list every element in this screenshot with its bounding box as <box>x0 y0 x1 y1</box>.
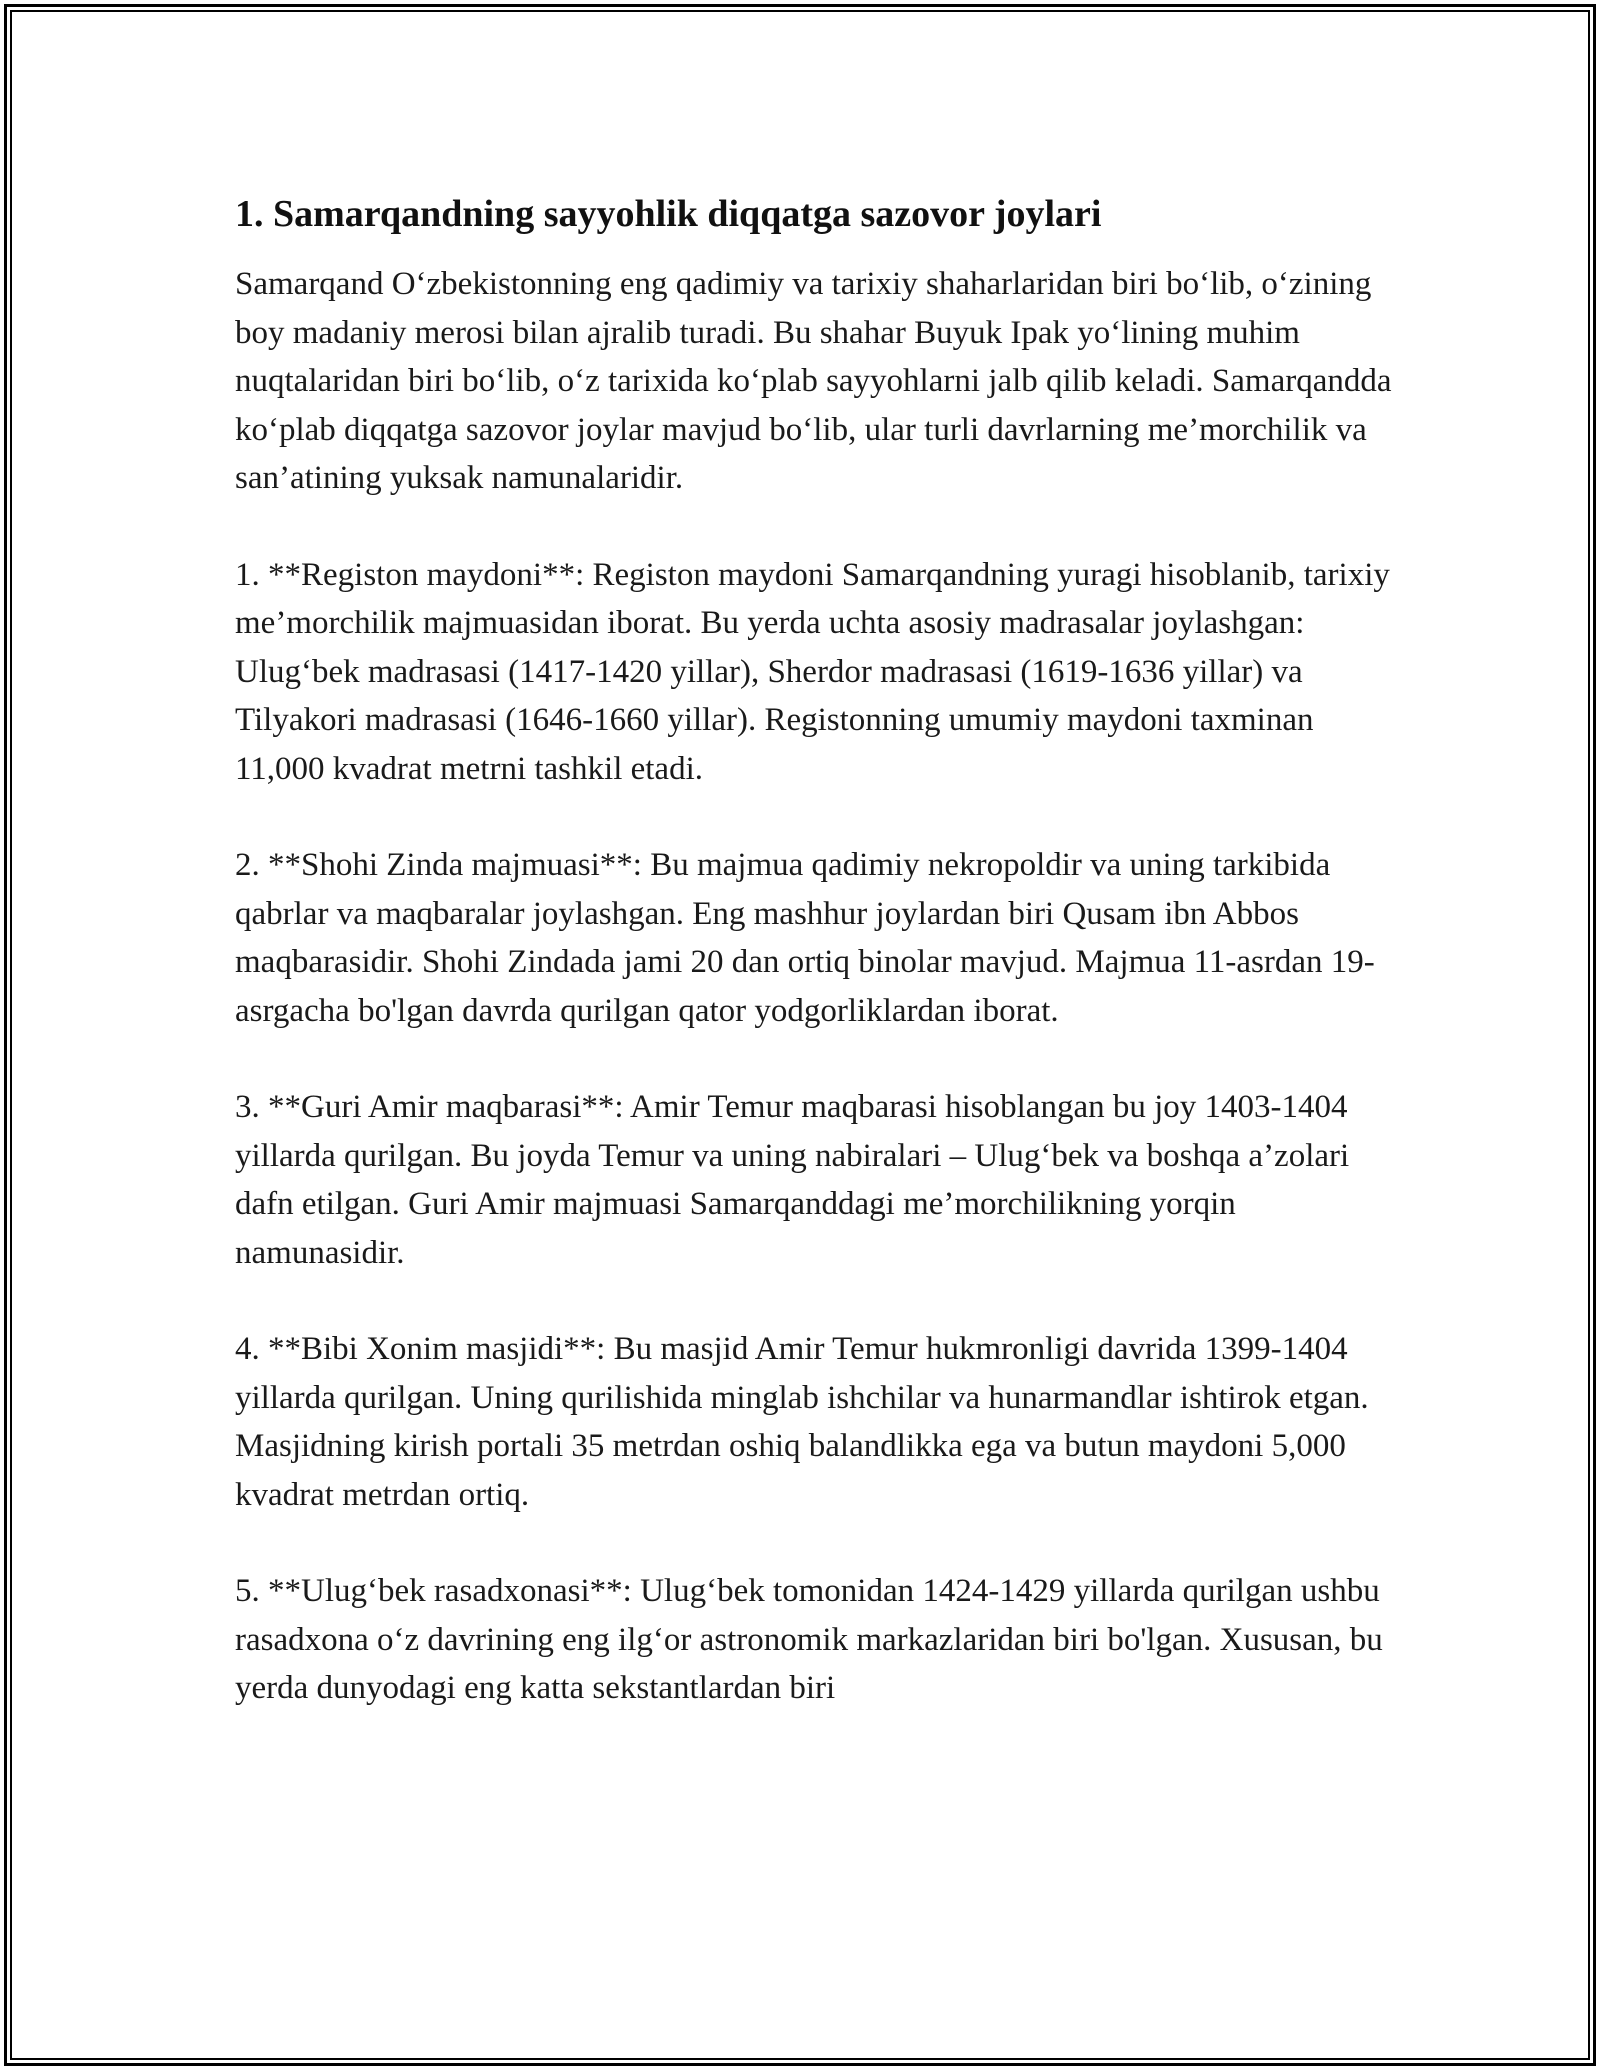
paragraph-registon: 1. **Registon maydoni**: Registon maydoni Samarqandning yuragi hisoblanib, tarixiy me’morchilik majmuasidan iborat. Bu yerda uchta asosiy madrasalar joylashgan: Ulug‘bek madrasasi (1417-1420 yillar), Sherdor madrasasi (1619-1636 yillar) va Tilyakori madrasasi (1646-1660 yillar). Registonning umumiy maydoni taxminan 11,000 kvadrat metrni tashkil etadi. <box>235 556 1390 787</box>
paragraph-shohi-zinda: 2. **Shohi Zinda majmuasi**: Bu majmua qadimiy nekropoldir va uning tarkibida qabrlar va maqbaralar joylashgan. Eng mashhur joylardan biri Qusam ibn Abbos maqbarasidir. Shohi Zindada jami 20 dan ortiq binolar mavjud. Majmua 11-asrdan 19-asrgacha bo'lgan davrda qurilgan qator yodgorliklardan iborat. <box>235 847 1375 1029</box>
document-body <box>235 180 1395 1761</box>
paragraph-guri-amir: 3. **Guri Amir maqbarasi**: Amir Temur maqbarasi hisoblangan bu joy 1403-1404 yillarda qurilgan. Bu joyda Temur va uning nabiralari – Ulug‘bek va boshqa a’zolari dafn etilgan. Guri Amir majmuasi Samarqanddagi me’morchilikning yorqin namunasidir. <box>235 1089 1350 1271</box>
section-heading: 1. Samarqandning sayyohlik diqqatga sazovor joylari <box>235 193 1102 235</box>
intro-paragraph: Samarqand O‘zbekistonning eng qadimiy va tarixiy shaharlaridan biri bo‘lib, o‘zining boy madaniy merosi bilan ajralib turadi. Bu shahar Buyuk Ipak yo‘lining muhim nuqtalaridan biri bo‘lib, o‘z tarixida ko‘plab sayyohlarni jalb qilib keladi. Samarqandda ko‘plab diqqatga sazovor joylar mavjud bo‘lib, ular turli davrlarning me’morchilik va san’atining yuksak namunalaridir. <box>235 266 1392 497</box>
paragraph-bibi-xonim: 4. **Bibi Xonim masjidi**: Bu masjid Amir Temur hukmronligi davrida 1399-1404 yillarda qurilgan. Uning qurilishida minglab ishchilar va hunarmandlar ishtirok etgan. Masjidning kirish portali 35 metrdan oshiq balandlikka ega va butun maydoni 5,000 kvadrat metrdan ortiq. <box>235 1331 1369 1513</box>
paragraph-ulugbek-observatory: 5. **Ulug‘bek rasadxonasi**: Ulug‘bek tomonidan 1424-1429 yillarda qurilgan ushbu rasadxona o‘z davrining eng ilg‘or astronomik markazlaridan biri bo'lgan. Xususan, bu yerda dunyodagi eng katta sekstantlardan biri <box>235 1573 1383 1707</box>
